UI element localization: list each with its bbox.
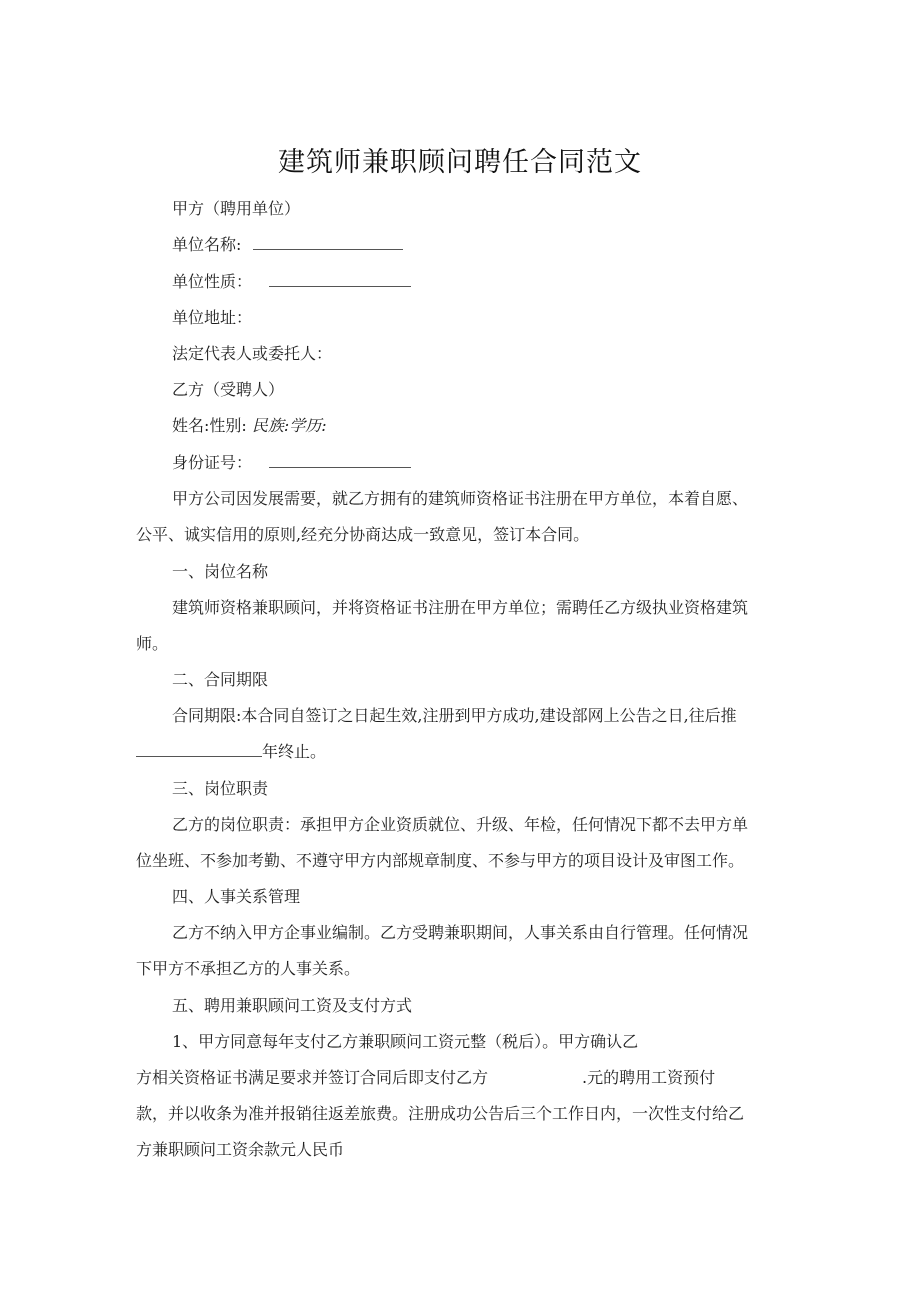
unit-nature-label: 单位性质： [172, 272, 253, 291]
party-b-heading: 乙方（受聘人） [172, 380, 285, 399]
ethnicity-education-label: 民族:学历: [251, 416, 327, 435]
unit-nature-blank [269, 272, 411, 287]
section-5-line-4: 方兼职顾问工资余款元人民币 [136, 1140, 345, 1159]
id-number-label: 身份证号： [172, 453, 253, 472]
section-4-heading: 四、人事关系管理 [172, 887, 301, 906]
contract-years-blank [136, 742, 262, 757]
intro-line-1: 甲方公司因发展需要，就乙方拥有的建筑师资格证书注册在甲方单位，本着自愿、 [172, 489, 749, 508]
section-1-line-2: 师。 [136, 634, 169, 653]
unit-nature-row [172, 271, 411, 293]
personal-info-row [172, 415, 327, 437]
name-gender-label: 姓名:性别: [172, 416, 247, 435]
contract-years-suffix: 年终止。 [262, 742, 327, 761]
section-4-line-2: 下甲方不承担乙方的人事关系。 [136, 959, 361, 978]
section-1-line-1: 建筑师资格兼职顾问，并将资格证书注册在甲方单位；需聘任乙方级执业资格建筑 [172, 598, 749, 617]
section-5-line-1: 1、甲方同意每年支付乙方兼职顾问工资元整（税后）。甲方确认乙 [172, 1032, 639, 1051]
section-3-line-2: 位坐班、不参加考勤、不遵守甲方内部规章制度、不参与甲方的项目设计及审图工作。 [136, 851, 745, 870]
section-1-heading: 一、岗位名称 [172, 562, 269, 581]
section-3-heading: 三、岗位职责 [172, 779, 269, 798]
intro-line-2: 公平、诚实信用的原则,经充分协商达成一致意见，签订本合同。 [136, 525, 590, 544]
section-5-line-2-part-1: 方相关资格证书满足要求并签订合同后即支付乙方 [136, 1068, 489, 1087]
id-number-blank [269, 453, 411, 468]
section-2-line-2 [136, 741, 326, 763]
section-3-line-1: 乙方的岗位职责：承担甲方企业资质就位、升级、年检，任何情况下都不去甲方单 [172, 815, 749, 834]
section-2-heading: 二、合同期限 [172, 670, 269, 689]
section-5-line-2 [136, 1067, 715, 1089]
section-2-line-1: 合同期限:本合同自签订之日起生效,注册到甲方成功,建设部网上公告之日,往后推 [172, 706, 737, 725]
document-title: 建筑师兼职顾问聘任合同范文 [278, 147, 642, 178]
section-5-line-3: 款，并以收条为准并报销往返差旅费。注册成功公告后三个工作日内，一次性支付给乙 [136, 1104, 745, 1123]
section-4-line-1: 乙方不纳入甲方企事业编制。乙方受聘兼职期间，人事关系由自行管理。任何情况 [172, 923, 749, 942]
unit-name-label: 单位名称: [172, 235, 242, 254]
section-5-heading: 五、聘用兼职顾问工资及支付方式 [172, 996, 413, 1015]
party-a-heading: 甲方（聘用单位） [172, 199, 301, 218]
unit-address-label: 单位地址： [172, 308, 253, 327]
legal-rep-label: 法定代表人或委托人： [172, 344, 333, 363]
unit-name-blank [253, 235, 403, 250]
id-number-row [172, 452, 411, 474]
unit-name-row [172, 234, 403, 256]
section-5-line-2-part-2: .元的聘用工资预付 [582, 1068, 716, 1087]
